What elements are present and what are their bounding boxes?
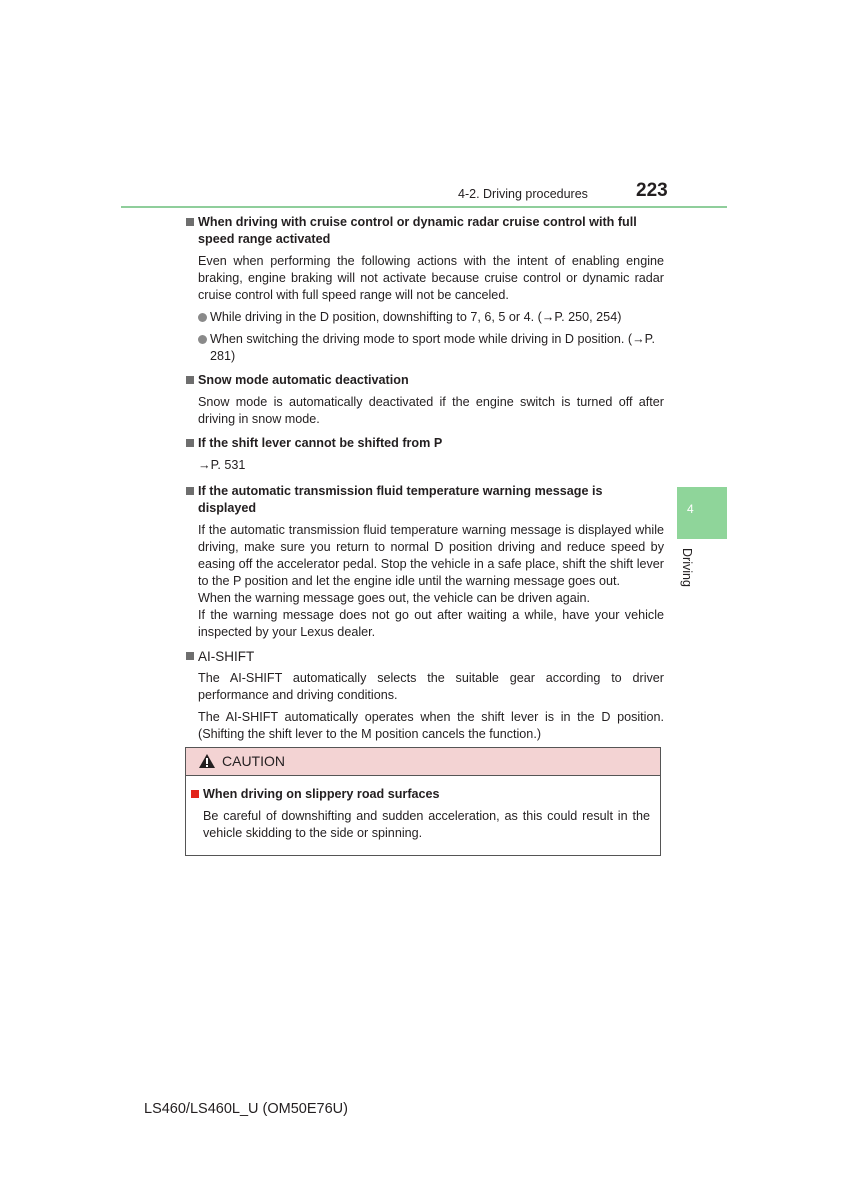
section-paragraph: Snow mode is automatically deactivated if the engine switch is turned off after driving in snow mode. (198, 395, 664, 426)
warning-triangle-icon (198, 753, 216, 772)
circle-bullet-icon (198, 313, 207, 322)
caution-body (186, 776, 660, 842)
chapter-label: Driving (680, 548, 694, 587)
red-square-icon (191, 790, 199, 798)
square-bullet-icon (186, 652, 194, 660)
section-heading: If the automatic transmission fluid temperature warning message is displayed (186, 483, 664, 517)
section-paragraph: The AI-SHIFT automatically operates when the shift lever is in the D position. (Shifting the shift lever to the M position cancels the function.) (198, 710, 664, 741)
page-reference: →P. 531 (198, 458, 246, 472)
page-number: 223 (636, 180, 668, 201)
square-bullet-icon (186, 487, 194, 495)
square-bullet-icon (186, 439, 194, 447)
caution-header (186, 748, 660, 776)
list-item: When switching the driving mode to sport mode while driving in D position. (→P. 281) (198, 331, 664, 365)
square-bullet-icon (186, 218, 194, 226)
section-paragraph: The AI-SHIFT automatically selects the suitable gear according to driver performance and driving conditions. (198, 671, 664, 702)
main-content (186, 214, 664, 743)
section-paragraph: Even when performing the following actions with the intent of enabling engine braking, engine braking will not activate because cruise control or dynamic radar cruise control with full speed range will not be canceled. (198, 254, 664, 302)
header-section-title: 4-2. Driving procedures (458, 187, 588, 201)
section-heading: If the shift lever cannot be shifted from P (186, 435, 664, 452)
caution-heading: When driving on slippery road surfaces (191, 786, 650, 803)
section-paragraph: If the automatic transmission fluid temperature warning message is displayed while driving, make sure you return to normal D position driving and reduce speed by easing off the accelerator pedal. Stop the vehicle in a safe place, shift the shift lever to the P position and let the engine idle until the warning message goes out. When the warning message goes out, the vehicle can be driven again. If the warning message does not go out after waiting a while, have your vehicle inspected by your Lexus dealer. (198, 523, 664, 639)
footer-model-code: LS460/LS460L_U (OM50E76U) (144, 1101, 348, 1117)
square-bullet-icon (186, 376, 194, 384)
caution-title: CAUTION (222, 753, 285, 769)
chapter-number: 4 (687, 502, 694, 516)
header-divider (121, 206, 727, 208)
circle-bullet-icon (198, 335, 207, 344)
section-heading: Snow mode automatic deactivation (186, 372, 664, 389)
section-heading: AI-SHIFT (186, 648, 664, 665)
caution-box (185, 747, 661, 856)
chapter-tab (677, 487, 727, 539)
list-item: While driving in the D position, downshifting to 7, 6, 5 or 4. (→P. 250, 254) (198, 309, 664, 326)
section-heading: When driving with cruise control or dynamic radar cruise control with full speed range activated (186, 214, 664, 248)
caution-text: Be careful of downshifting and sudden acceleration, as this could result in the vehicle skidding to the side or spinning. (203, 809, 650, 840)
